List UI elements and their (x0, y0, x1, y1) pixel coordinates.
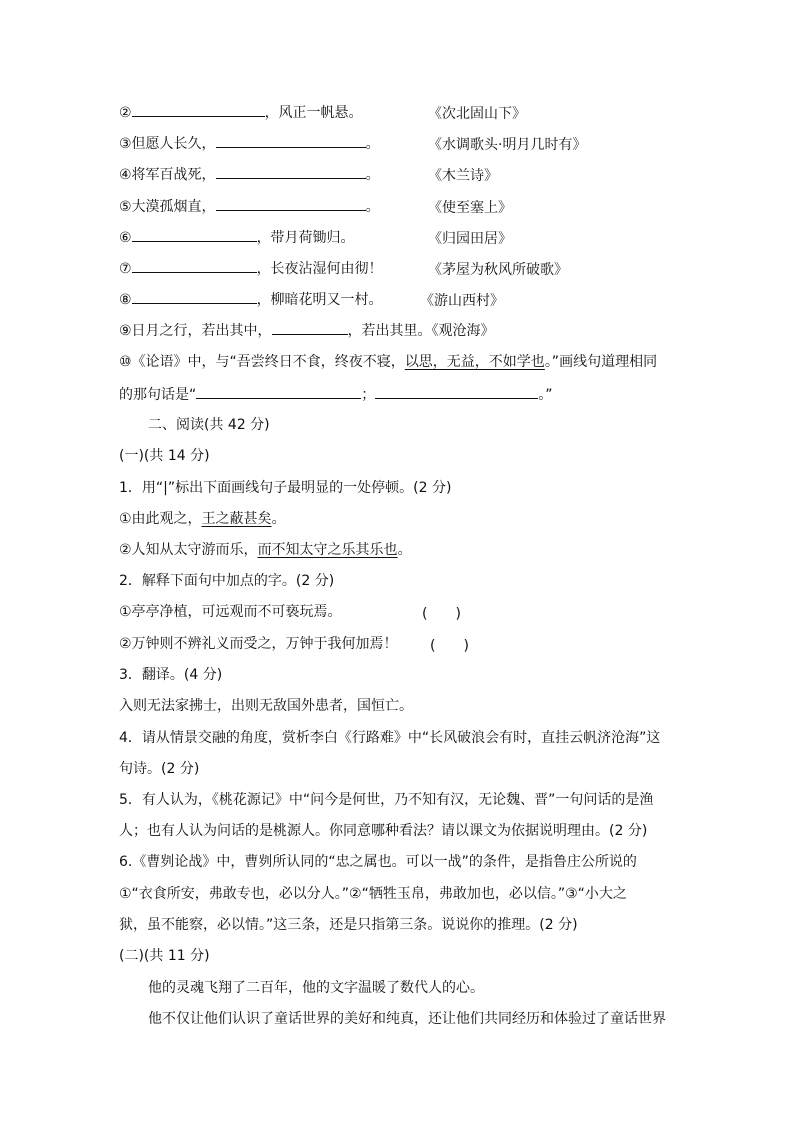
underlined-sentence: 以思，无益，不如学也 (404, 354, 545, 370)
question-1-item-a: ①由此观之，王之蔽甚矣。 (119, 511, 286, 527)
answer-blank[interactable] (132, 290, 257, 304)
poem-source: 《游山西村》 (420, 293, 504, 309)
answer-paren[interactable]: ( ) (422, 606, 461, 622)
question-4-line: 句诗。(2 分) (119, 761, 200, 777)
answer-blank[interactable] (216, 197, 366, 211)
fill-blank-item: ⑥ ，带月荷锄归。 (119, 230, 355, 246)
question-2-item-a: ①亭亭净植，可远观而不可亵玩焉。 (119, 604, 342, 620)
question-3-text: 入则无法家拂士，出则无敌国外患者，国恒亡。 (119, 698, 413, 714)
fill-blank-item: ⑦ ，长夜沾湿何由彻！ (119, 261, 383, 277)
fill-blank-item: ③但愿人长久， 。 (119, 136, 380, 152)
answer-blank[interactable] (216, 134, 366, 148)
fill-blank-item: ⑧ ，柳暗花明又一村。 (119, 292, 383, 308)
question-5-line: 人；也有人认为问话的是桃源人。你同意哪种看法？请以课文为依据说明理由。(2 分) (119, 823, 648, 839)
question-6-line: ①“衣食所安，弗敢专也，必以分人。”②“牺牲玉帛，弗敢加也，必以信。”③“小大之 (119, 886, 627, 902)
underlined-sentence: 而不知太守之乐其乐也 (257, 542, 398, 558)
answer-blank[interactable] (196, 385, 361, 399)
part-heading: (一)(共 14 分) (119, 448, 210, 464)
question-6-line: 狱，虽不能察，必以情。”这三条，还是只指第三条。说说你的推理。(2 分) (119, 917, 578, 933)
question-2-item-b: ②万钟则不辨礼义而受之，万钟于我何加焉！ (119, 636, 398, 652)
question-5-line: 5．有人认为，《桃花源记》中“问今是何世，乃不知有汉，无论魏、晋”一句问话的是渔 (119, 792, 654, 808)
poem-source: 《水调歌头·明月几时有》 (428, 137, 587, 153)
answer-blank[interactable] (132, 228, 257, 242)
question-10-answer-line: 的那句话是“ ； 。” (119, 387, 553, 403)
fill-blank-item: ⑨日月之行，若出其中， ，若出其里。《观沧海》 (119, 323, 495, 339)
question-10: ⑩《论语》中，与“吾尝终日不食，终夜不寝，以思，无益，不如学也。”画线句道理相同 (119, 354, 658, 370)
fill-blank-item: ⑤大漠孤烟直， 。 (119, 199, 380, 215)
question-1-item-b: ②人知从太守游而乐，而不知太守之乐其乐也。 (119, 542, 412, 558)
answer-paren[interactable]: ( ) (430, 638, 469, 654)
answer-blank[interactable] (132, 103, 265, 117)
fill-blank-item: ④将军百战死， 。 (119, 167, 380, 183)
question-1-title: 1．用“|”标出下面画线句子最明显的一处停顿。(2 分) (119, 480, 452, 496)
underlined-sentence: 王之蔽甚矣 (201, 511, 272, 527)
section-heading: 二、阅读(共 42 分) (148, 417, 270, 433)
poem-source: 《次北固山下》 (428, 106, 526, 122)
question-6-line: 6.《曹刿论战》中，曹刿所认同的“忠之属也。可以一战”的条件，是指鲁庄公所说的 (119, 854, 637, 870)
poem-source: 《茅屋为秋风所破歌》 (428, 262, 568, 278)
question-4-line: 4．请从情景交融的角度，赏析李白《行路难》中“长风破浪会有时，直挂云帆济沧海”这 (119, 730, 661, 746)
passage-paragraph: 他不仅让他们认识了童话世界的美好和纯真，还让他们共同经历和体验过了童话世界 (148, 1011, 666, 1027)
part-heading: (二)(共 11 分) (119, 948, 210, 964)
answer-blank[interactable] (132, 259, 257, 273)
poem-source: 《归园田居》 (428, 231, 512, 247)
answer-blank[interactable] (272, 321, 348, 335)
poem-source: 《观沧海》 (431, 323, 495, 339)
poem-source: 《使至塞上》 (428, 200, 512, 216)
answer-blank[interactable] (375, 385, 538, 399)
answer-blank[interactable] (216, 165, 366, 179)
passage-paragraph: 他的灵魂飞翔了二百年，他的文字温暖了数代人的心。 (148, 980, 484, 996)
fill-blank-item: ② ，风正一帆悬。 (119, 105, 363, 121)
poem-source: 《木兰诗》 (428, 168, 498, 184)
question-2-title: 2．解释下面句中加点的字。(2 分) (119, 573, 335, 589)
question-3-title: 3．翻译。(4 分) (119, 667, 223, 683)
